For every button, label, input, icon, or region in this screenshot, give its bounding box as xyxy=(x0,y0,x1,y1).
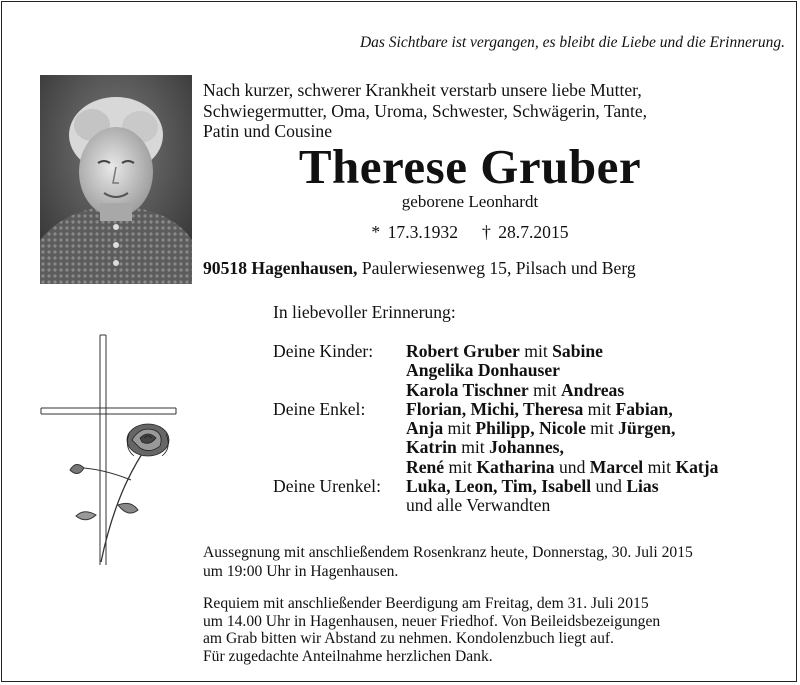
family-kinder-names xyxy=(406,381,624,400)
family-connector: mit xyxy=(444,456,477,477)
family-kinder-label xyxy=(273,381,406,400)
maiden-name: geborene Leonhardt xyxy=(401,192,539,211)
requiem-line: um 14.00 Uhr in Hagenhausen, neuer Friedhof. Von Beileidsbezeigungen xyxy=(203,612,661,630)
birth-date: * 17.3.1932 xyxy=(371,222,458,242)
family-name: Robert Gruber xyxy=(406,341,520,361)
life-dates xyxy=(200,222,740,243)
family-connector: mit xyxy=(443,418,476,439)
intro-text xyxy=(203,80,763,142)
portrait-photo xyxy=(40,75,192,284)
address-town: 90518 Hagenhausen, xyxy=(203,258,358,278)
intro-line: Schwiegermutter, Oma, Uroma, Schwester, Schwägerin, Tante, xyxy=(203,100,648,121)
family-urenkel-row xyxy=(273,477,718,496)
family-enkel-label: Deine Enkel: xyxy=(273,398,366,419)
family-kinder-row xyxy=(273,342,718,361)
family-urenkel-label: Deine Urenkel: xyxy=(273,476,381,497)
blessing-line: Aussegnung mit anschließendem Rosenkranz heute, Donnerstag, 30. Juli 2015 xyxy=(203,544,693,561)
family-enkel-names xyxy=(406,400,673,419)
family-connector: mit xyxy=(528,379,561,400)
family-name: Anja xyxy=(406,418,444,439)
address-street: Paulerwiesenweg 15, Pilsach und Berg xyxy=(361,258,636,278)
family-kinder-names xyxy=(406,361,560,380)
family-name: Karola Tischner xyxy=(406,379,529,400)
family-enkel-row xyxy=(273,400,718,419)
family-connector: mit xyxy=(456,437,490,458)
requiem-line: Für zugedachte Anteilnahme herzlichen Dank. xyxy=(203,647,493,665)
family-enkel-label xyxy=(273,419,406,438)
requiem-paragraph xyxy=(203,595,660,665)
family-list xyxy=(273,342,718,516)
family-enkel-names xyxy=(406,419,675,438)
family-connector: und alle Verwandten xyxy=(406,495,551,516)
family-name: Lias xyxy=(626,476,659,497)
motto: Das Sichtbare ist vergangen, es bleibt die Liebe und die Erinnerung. xyxy=(359,34,785,51)
family-kinder-label: Deine Kinder: xyxy=(273,341,374,361)
family-name: Jürgen, xyxy=(618,418,676,439)
family-urenkel-row xyxy=(273,496,718,515)
memory-line: In liebevoller Erinnerung: xyxy=(273,302,456,322)
family-kinder-row xyxy=(273,361,718,380)
blessing-paragraph xyxy=(203,544,693,581)
family-name: Philipp, Nicole xyxy=(475,418,586,439)
family-urenkel-names xyxy=(406,496,550,515)
family-enkel-label xyxy=(273,438,406,457)
family-enkel-names xyxy=(406,458,718,477)
family-name: Katja xyxy=(675,456,719,477)
family-name: Florian, Michi, Theresa xyxy=(406,398,584,419)
family-urenkel-names xyxy=(406,477,659,496)
family-enkel-row xyxy=(273,458,718,477)
family-urenkel-label xyxy=(273,496,406,515)
requiem-line: Requiem mit anschließender Beerdigung am Freitag, dem 31. Juli 2015 xyxy=(203,595,649,612)
family-enkel-row xyxy=(273,419,718,438)
family-connector: mit xyxy=(519,341,553,361)
intro-line: Nach kurzer, schwerer Krankheit verstarb unsere liebe Mutter, xyxy=(203,80,642,100)
address xyxy=(203,258,636,279)
intro-line: Patin und Cousine xyxy=(203,121,333,141)
family-name: Fabian, xyxy=(615,398,673,419)
cross-and-rose-icon xyxy=(36,330,186,570)
family-name: Sabine xyxy=(552,341,603,361)
family-name: Marcel xyxy=(589,456,644,477)
family-connector: und xyxy=(554,456,590,477)
blessing-line: um 19:00 Uhr in Hagenhausen. xyxy=(203,562,399,580)
family-kinder-row xyxy=(273,381,718,400)
family-connector: mit xyxy=(583,398,616,419)
family-kinder-label xyxy=(273,361,406,380)
deceased-name: Therese Gruber xyxy=(298,139,642,194)
family-name: René xyxy=(406,456,445,477)
family-name: Katharina xyxy=(476,456,555,477)
family-connector: mit xyxy=(585,418,619,439)
family-enkel-row xyxy=(273,438,718,457)
family-enkel-names xyxy=(406,438,564,457)
family-name: Angelika Donhauser xyxy=(406,360,560,381)
family-connector: mit xyxy=(643,456,676,477)
family-name: Luka, Leon, Tim, Isabell xyxy=(406,476,592,497)
family-connector: und xyxy=(591,476,627,497)
requiem-line: am Grab bitten wir Abstand zu nehmen. Kondolenzbuch liegt auf. xyxy=(203,630,614,648)
family-name: Andreas xyxy=(560,379,625,400)
family-kinder-names xyxy=(406,342,603,361)
family-name: Katrin xyxy=(406,437,457,458)
death-date: † 28.7.2015 xyxy=(482,222,569,242)
family-enkel-label xyxy=(273,458,406,477)
family-name: Johannes, xyxy=(489,437,564,458)
